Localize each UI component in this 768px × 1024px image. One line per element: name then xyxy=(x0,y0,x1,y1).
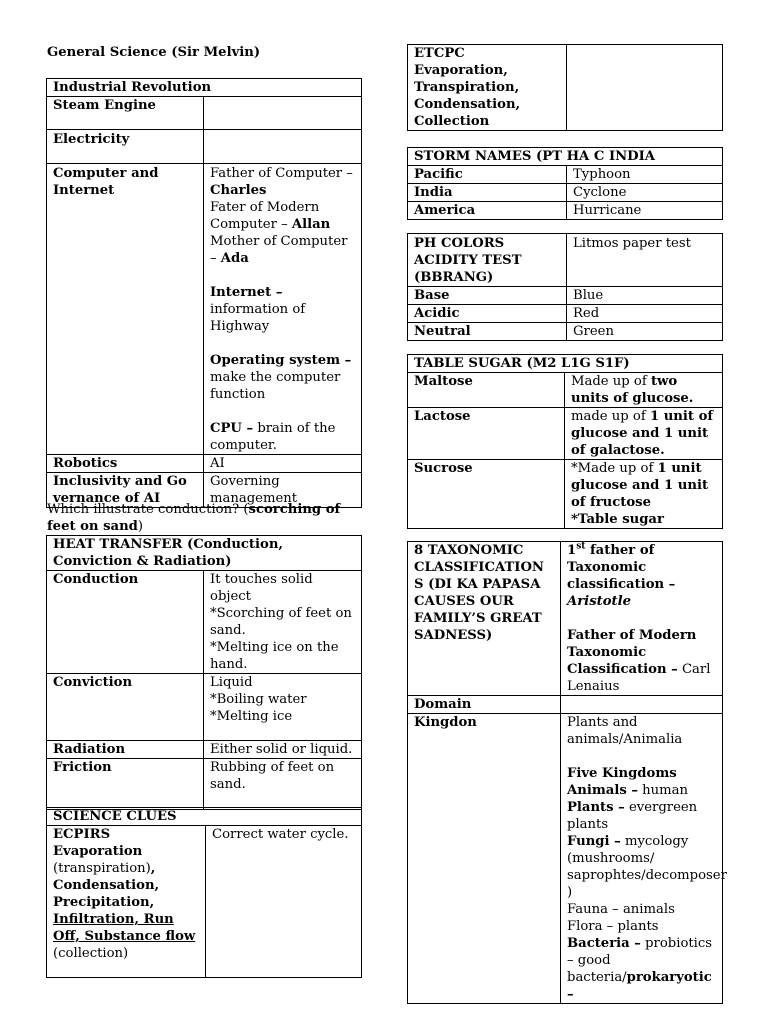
ph-row-label: Neutral xyxy=(408,323,567,341)
etcpc-table xyxy=(407,44,723,131)
taxonomy-header: 8 TAXONOMIC CLASSIFICATION S (DI KA PAPASA CAUSES OUR FAMILY’S GREAT SADNESS) xyxy=(408,542,561,696)
taxonomy-table xyxy=(407,541,727,1004)
steam-engine-label: Steam Engine xyxy=(47,97,204,130)
inclusivity-value: Governing management xyxy=(204,473,362,508)
taxonomy-fathers: 1st father of Taxonomic classification – Aristotle Father of Modern Taxonomic Classification – Carl Lenaius xyxy=(561,542,723,696)
radiation-label: Radiation xyxy=(47,741,204,759)
computer-internet-label: Computer and Internet xyxy=(47,164,204,455)
maltose-value: Made up of two units of glucose. xyxy=(565,373,723,408)
science-clues-table xyxy=(46,807,362,978)
electricity-label: Electricity xyxy=(47,130,204,164)
kingdon-label: Kingdon xyxy=(408,714,561,1004)
storm-names-table xyxy=(407,147,723,220)
industrial-revolution-table xyxy=(46,78,362,508)
ph-row-value: Green xyxy=(567,323,723,341)
table-sugar-table xyxy=(407,354,723,529)
conviction-value: Liquid *Boiling water *Melting ice xyxy=(204,674,362,741)
ecpirs-value: Correct water cycle. xyxy=(206,826,362,978)
computer-internet-value: Father of Computer – Charles Fater of Modern Computer – Allan Mother of Computer – Ada Internet – information of Highway Operating system – make the computer function CPU – brain of the computer. xyxy=(204,164,362,455)
sugar-header: TABLE SUGAR (M2 L1G S1F) xyxy=(408,355,723,373)
storm-row-value: Hurricane xyxy=(567,202,723,220)
storm-header: STORM NAMES (PT HA C INDIA xyxy=(408,148,723,166)
heat-transfer-table xyxy=(46,535,362,810)
sucrose-value: *Made up of 1 unit glucose and 1 unit of fructose *Table sugar xyxy=(565,460,723,529)
storm-row-label: Pacific xyxy=(408,166,567,184)
ph-header-value: Litmos paper test xyxy=(567,234,723,287)
ph-header: PH COLORS ACIDITY TEST (BBRANG) xyxy=(408,234,567,287)
heat-transfer-header: HEAT TRANSFER (Conduction, Conviction & Radiation) xyxy=(47,536,362,571)
page-title: General Science (Sir Melvin) xyxy=(47,45,261,60)
storm-row-label: India xyxy=(408,184,567,202)
friction-label: Friction xyxy=(47,759,204,810)
ecpirs-label: ECPIRS Evaporation (transpiration), Condensation, Precipitation, Infiltration, Run Off, Substance flow (collection) xyxy=(47,826,206,978)
ph-row-value: Red xyxy=(567,305,723,323)
conduction-value: It touches solid object *Scorching of feet on sand. *Melting ice on the hand. xyxy=(204,571,362,674)
industrial-header: Industrial Revolution xyxy=(47,79,362,97)
conduction-label: Conduction xyxy=(47,571,204,674)
steam-engine-value xyxy=(204,97,362,130)
conviction-label: Conviction xyxy=(47,674,204,741)
domain-value xyxy=(561,696,723,714)
ph-row-label: Base xyxy=(408,287,567,305)
inclusivity-label: Inclusivity and Go vernance of AI xyxy=(47,473,204,508)
radiation-value: Either solid or liquid. xyxy=(204,741,362,759)
conduction-question: Which illustrate conduction? (scorching of feet on sand) xyxy=(47,502,341,534)
etcpc-label: ETCPC Evaporation, Transpiration, Condensation, Collection xyxy=(408,45,567,131)
ph-row-value: Blue xyxy=(567,287,723,305)
friction-value: Rubbing of feet on sand. xyxy=(204,759,362,810)
storm-row-value: Typhoon xyxy=(567,166,723,184)
kingdon-value: Plants and animals/Animalia Five Kingdoms Animals – human Plants – evergreen plants Fungi – mycology (mushrooms/ saprophtes/decomposer ) Fauna – animals Flora – plants Bacteria – probiotics – good bacteria/prokaryotic – xyxy=(561,714,723,1004)
robotics-label: Robotics xyxy=(47,455,204,473)
sucrose-label: Sucrose xyxy=(408,460,565,529)
robotics-value: AI xyxy=(204,455,362,473)
lactose-label: Lactose xyxy=(408,408,565,460)
science-clues-header: SCIENCE CLUES xyxy=(47,808,362,826)
ph-colors-table xyxy=(407,233,723,341)
storm-row-label: America xyxy=(408,202,567,220)
etcpc-value xyxy=(567,45,723,131)
domain-label: Domain xyxy=(408,696,561,714)
lactose-value: made up of 1 unit of glucose and 1 unit of galactose. xyxy=(565,408,723,460)
maltose-label: Maltose xyxy=(408,373,565,408)
storm-row-value: Cyclone xyxy=(567,184,723,202)
electricity-value xyxy=(204,130,362,164)
ph-row-label: Acidic xyxy=(408,305,567,323)
